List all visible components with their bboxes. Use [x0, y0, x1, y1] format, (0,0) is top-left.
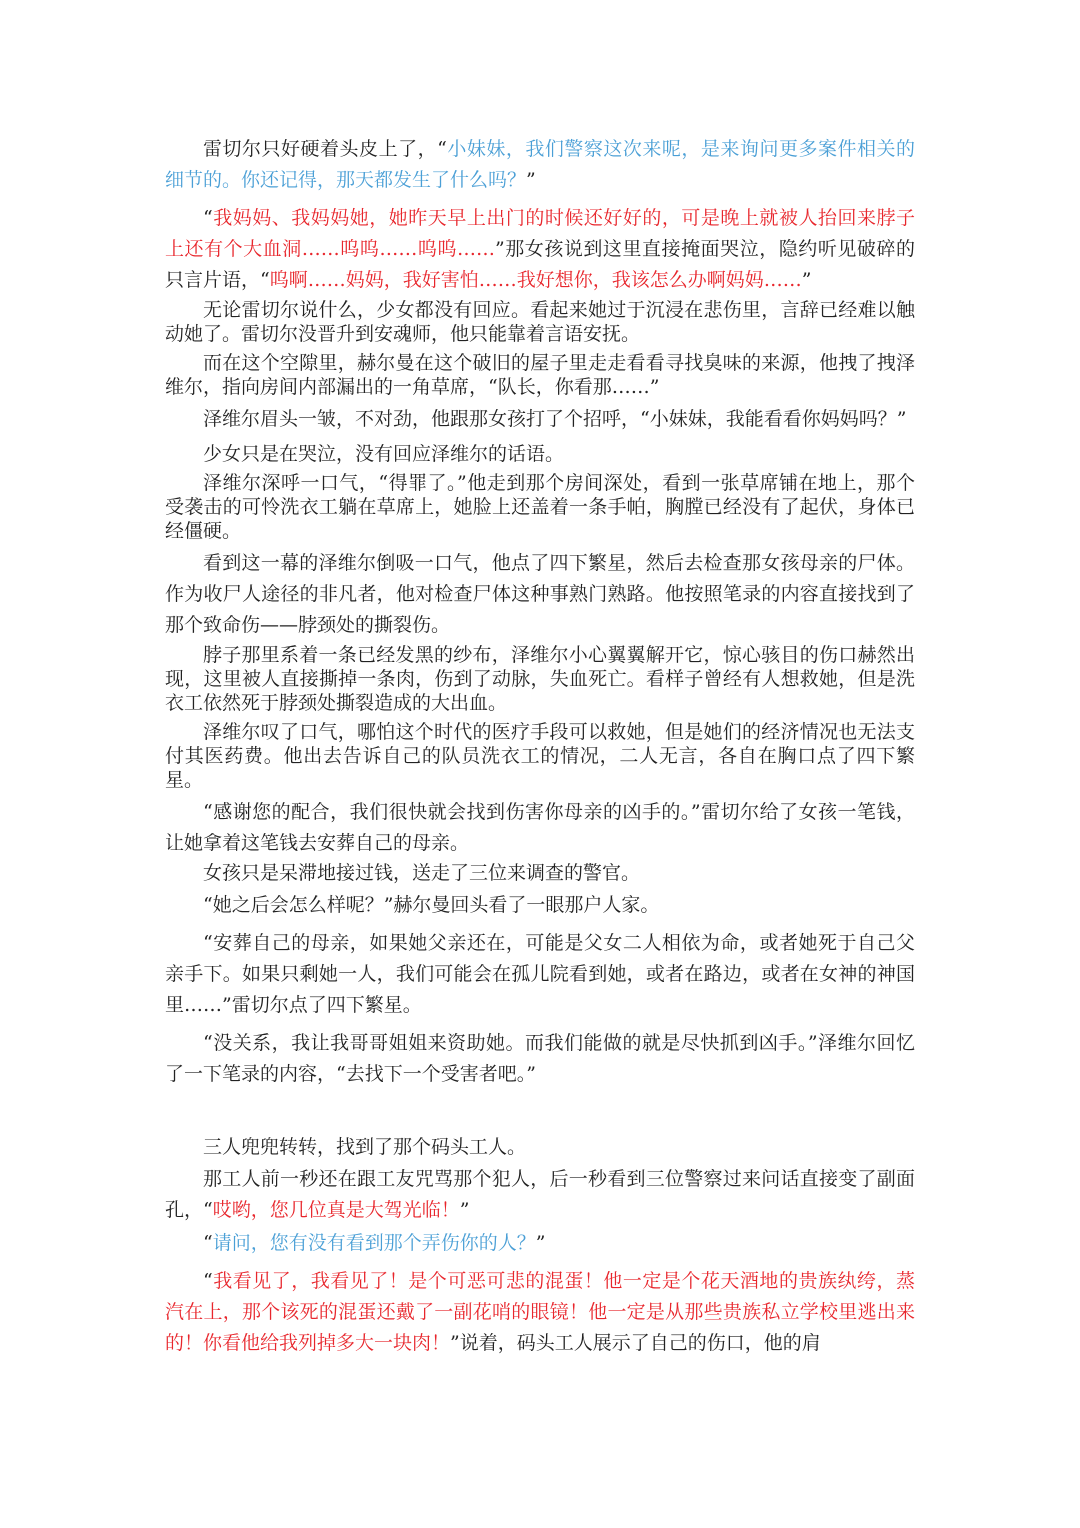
narration-text: ”那女孩说到这里直接掩面哭泣，隐约听见破碎的只言片语，“ — [165, 238, 915, 291]
dialogue-blue: 请问，您有没有看到那个弄伤你的人？ — [212, 1232, 536, 1254]
paragraph-6: 少女只是在哭泣，没有回应泽维尔的话语。 — [203, 443, 565, 465]
dialogue-red: 哎哟，您几位真是大驾光临！ — [212, 1199, 460, 1221]
quote-mark: ” — [526, 169, 536, 191]
paragraph-12: 女孩只是呆滞地接过钱，送走了三位来调查的警官。 — [203, 862, 641, 884]
paragraph-17 — [165, 1164, 915, 1226]
quote-mark: ” — [459, 1199, 470, 1221]
quote-mark: “ — [203, 207, 213, 229]
paragraph-14: “安葬自己的母亲，如果她父亲还在，可能是父女二人相依为命，或者她死于自己父亲手下。如果只剩她一人，我们可能会在孤儿院看到她，或者在路边，或者在女神的神国里……”雷切尔点了四下繁星。 — [165, 932, 915, 1016]
narration-text: 雷切尔只好硬着头皮上了，“ — [203, 138, 447, 160]
paragraph-10: 泽维尔叹了口气，哪怕这个时代的医疗手段可以救她，但是她们的经济情况也无法支付其医药费。他出去告诉自己的队员洗衣工的情况，二人无言，各自在胸口点了四下繁星。 — [165, 721, 915, 791]
paragraph-2 — [165, 203, 915, 296]
paragraph-8: 看到这一幕的泽维尔倒吸一口气，他点了四下繁星，然后去检查那女孩母亲的尸体。作为收尸人途径的非凡者，他对检查尸体这种事熟门熟路。他按照笔录的内容直接找到了那个致命伤——脖颈处的撕裂伤。 — [165, 552, 915, 636]
section-break — [165, 1097, 915, 1135]
document-page — [165, 134, 915, 1366]
paragraph-16: 三人兜兜转转，找到了那个码头工人。 — [203, 1136, 527, 1158]
paragraph-13: “她之后会怎么样呢？”赫尔曼回头看了一眼那户人家。 — [203, 894, 660, 916]
paragraph-19 — [165, 1266, 915, 1359]
paragraph-15: “没关系，我让我哥哥姐姐来资助她。而我们能做的就是尽快抓到凶手。”泽维尔回忆了一下笔录的内容，“去找下一个受害者吧。” — [165, 1032, 915, 1085]
quote-mark: ” — [801, 269, 812, 291]
paragraph-3: 无论雷切尔说什么，少女都没有回应。看起来她过于沉浸在悲伤里，言辞已经难以触动她了。雷切尔没晋升到安魂师，他只能靠着言语安抚。 — [165, 299, 915, 345]
narration-text: 那工人前一秒还在跟工友咒骂那个犯人，后一秒看到三位警察过来问话直接变了副面孔，“ — [165, 1168, 915, 1221]
paragraph-1 — [165, 134, 915, 196]
paragraph-7: 泽维尔深呼一口气，“得罪了。”他走到那个房间深处，看到一张草席铺在地上，那个受袭击的可怜洗衣工躺在草席上，她脸上还盖着一条手帕，胸膛已经没有了起伏，身体已经僵硬。 — [165, 472, 915, 542]
dialogue-red: 我妈妈、我妈妈她，她昨天早上出门的时候还好好的，可是晚上就被人抬回来脖子上还有个大血洞……呜呜……呜呜…… — [165, 207, 915, 260]
paragraph-5: 泽维尔眉头一皱，不对劲，他跟那女孩打了个招呼，“小妹妹，我能看看你妈妈吗？” — [203, 408, 907, 430]
paragraph-18 — [165, 1228, 915, 1259]
quote-mark: ” — [535, 1232, 546, 1254]
dialogue-red: 我看见了，我看见了！是个可恶可悲的混蛋！他一定是个花天酒地的贵族纨绔，蒸汽在上，那个该死的混蛋还戴了一副花哨的眼镜！他一定是从那些贵族私立学校里逃出来的！你看他给我列掉多大一块肉！ — [165, 1270, 915, 1354]
narration-text: ”说着，码头工人展示了自己的伤口，他的肩 — [450, 1332, 821, 1354]
dialogue-red: 呜啊……妈妈，我好害怕……我好想你，我该怎么办啊妈妈…… — [269, 269, 802, 291]
quote-mark: “ — [203, 1232, 213, 1254]
paragraph-9: 脖子那里系着一条已经发黑的纱布，泽维尔小心翼翼解开它，惊心骇目的伤口赫然出现，这里被人直接撕掉一条肉，伤到了动脉，失血死亡。看样子曾经有人想救她，但是洗衣工依然死于脖颈处撕裂造成的大出血。 — [165, 644, 915, 714]
paragraph-11: “感谢您的配合，我们很快就会找到伤害你母亲的凶手的。”雷切尔给了女孩一笔钱，让她拿着这笔钱去安葬自己的母亲。 — [165, 801, 915, 854]
quote-mark: “ — [203, 1270, 213, 1292]
paragraph-4: 而在这个空隙里，赫尔曼在这个破旧的屋子里走走看看寻找臭味的来源，他拽了拽泽维尔，指向房间内部漏出的一角草席，“队长，你看那……” — [165, 352, 915, 398]
dialogue-blue: 小妹妹，我们警察这次来呢，是来询问更多案件相关的细节的。你还记得，那天都发生了什么吗？ — [165, 138, 915, 191]
